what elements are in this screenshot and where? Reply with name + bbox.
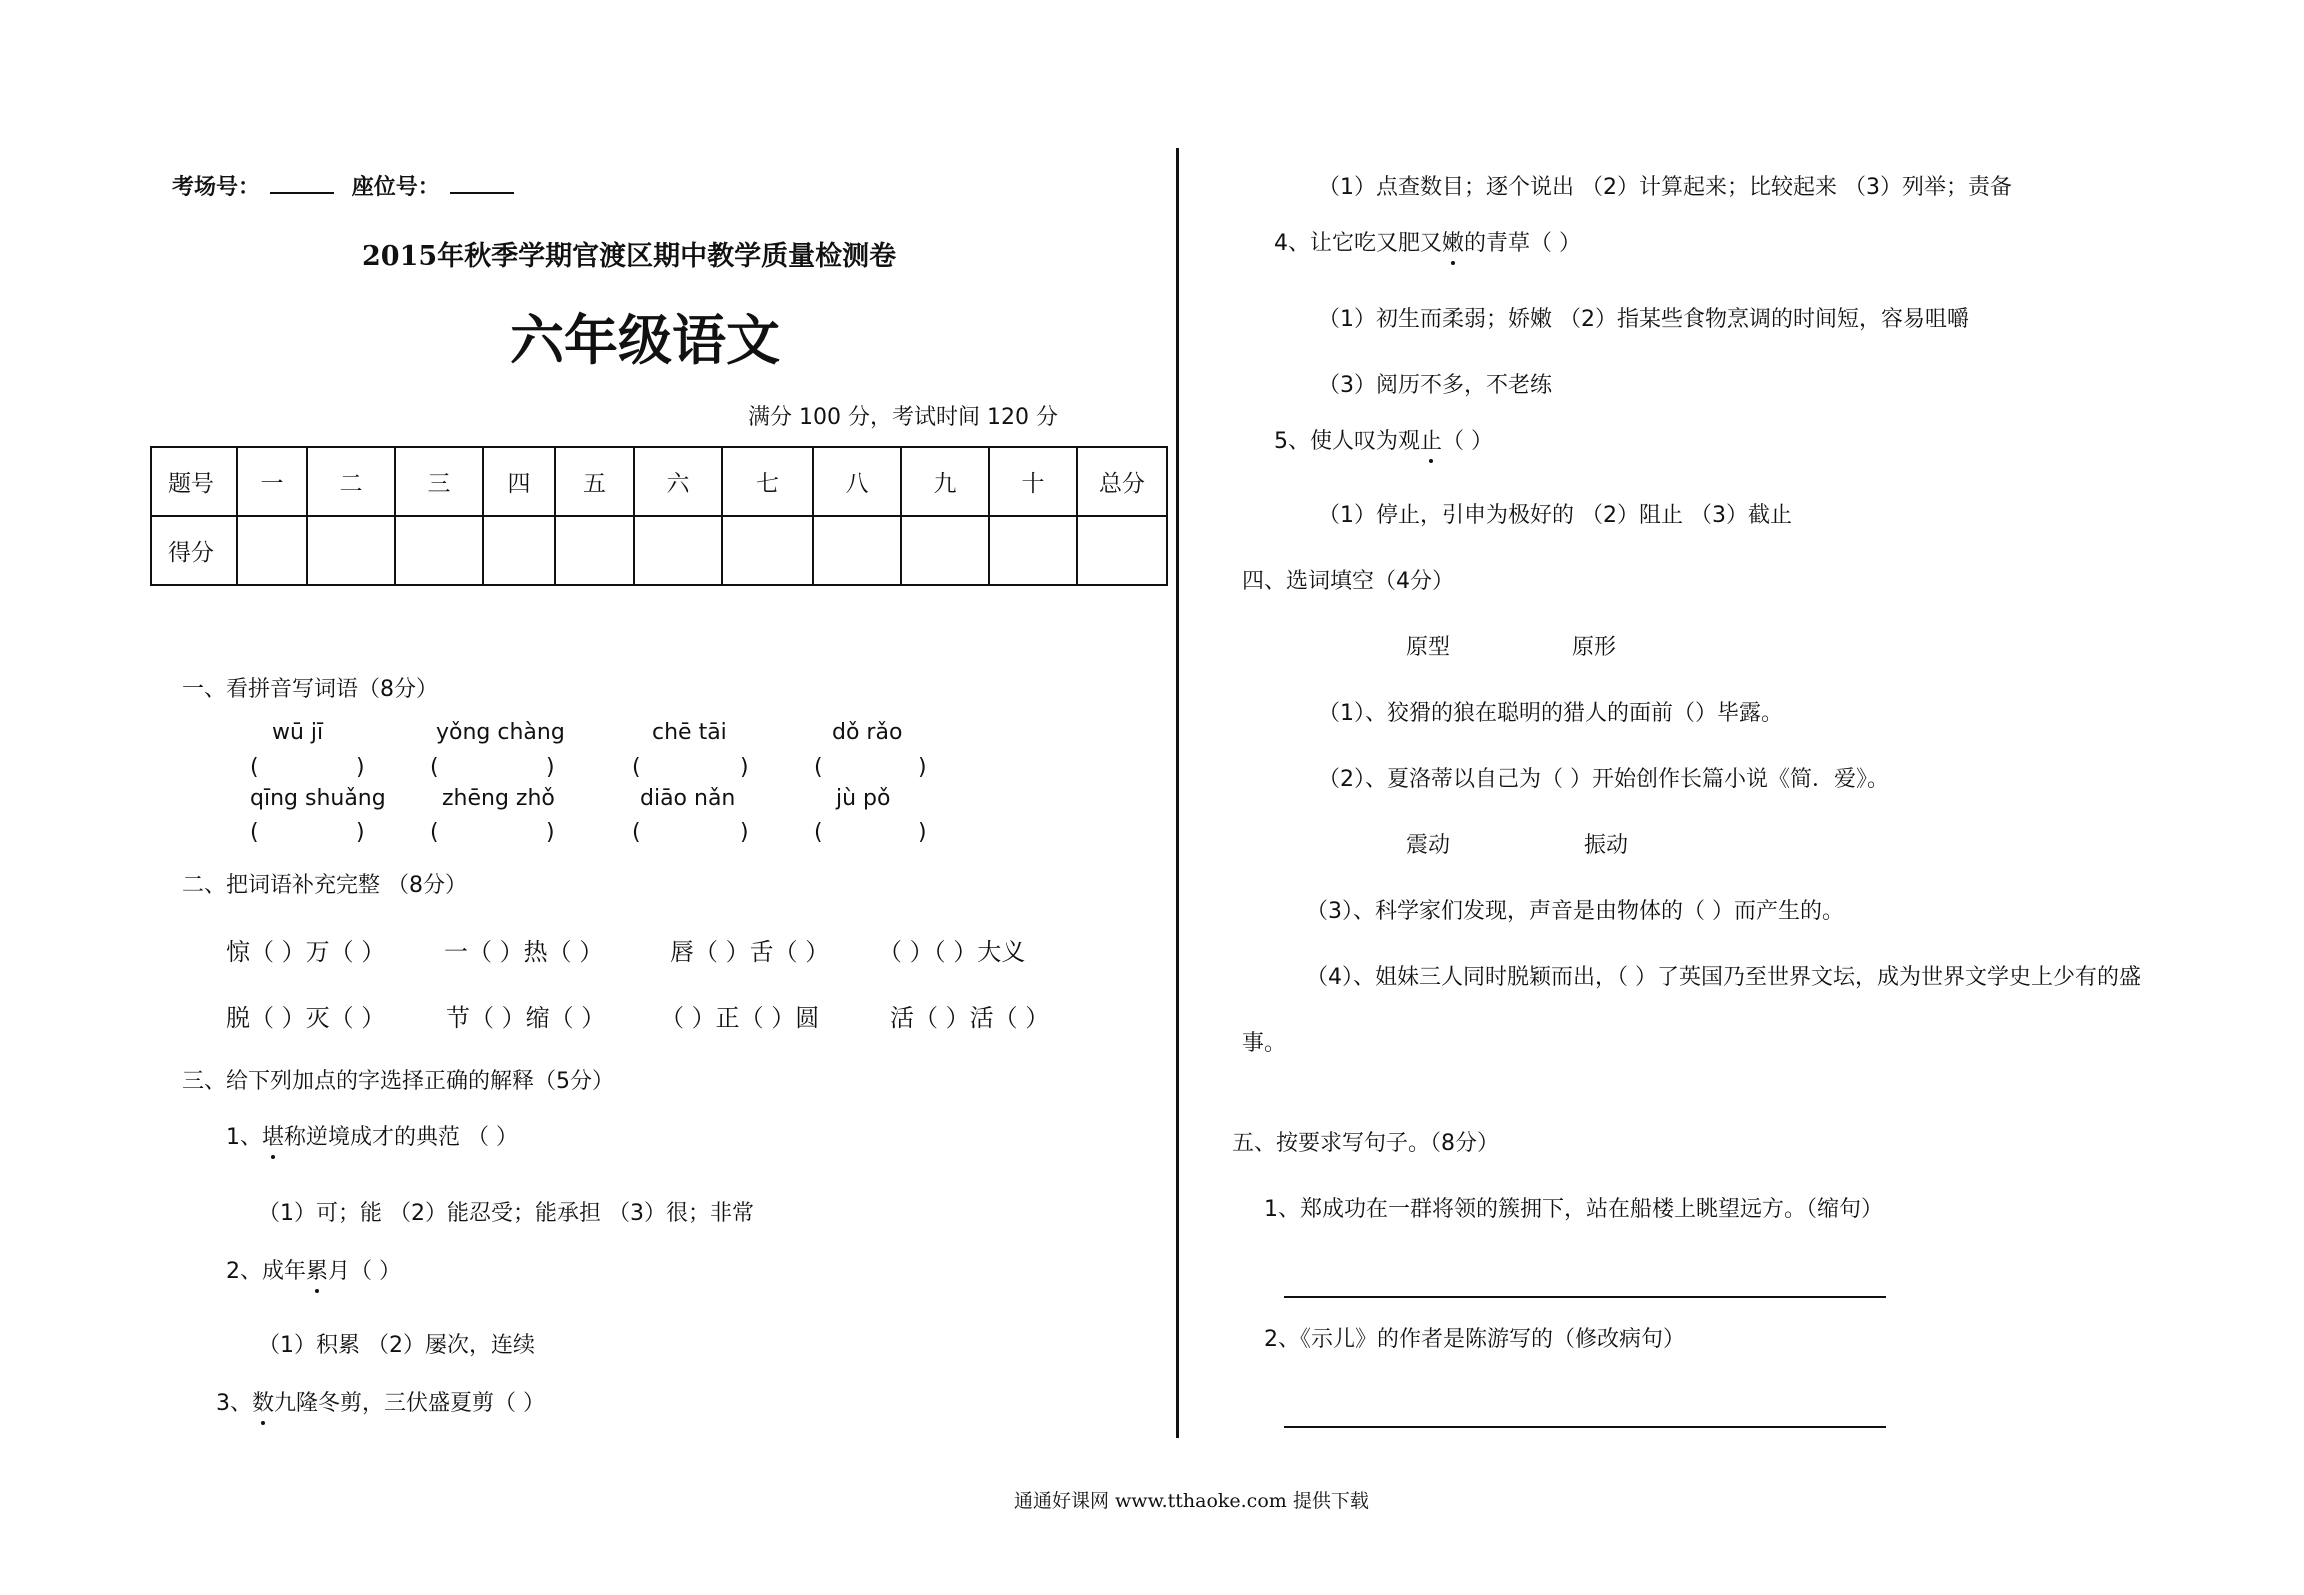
column-divider: [1176, 148, 1179, 1438]
answer-paren-open: (: [814, 820, 823, 845]
section3-heading: 三、给下列加点的字选择正确的解释（5分）: [182, 1069, 614, 1094]
seat-label: 座位号：: [351, 175, 440, 200]
dotted-char: 堪: [262, 1120, 284, 1151]
score-table-header: 三: [395, 447, 483, 516]
pinyin-item: yǒng chàng: [436, 720, 565, 745]
answer-paren-close: ): [740, 820, 749, 845]
score-table-score-row: [151, 516, 1167, 585]
section5-heading: 五、按要求写句子。（8分）: [1232, 1131, 1499, 1156]
question-text: （ ）: [1442, 429, 1494, 454]
answer-paren-close: ): [918, 820, 927, 845]
answer-paren-close: ): [356, 755, 365, 780]
score-cell[interactable]: [395, 516, 483, 585]
answer-paren-open: (: [250, 755, 259, 780]
dotted-char: 累: [306, 1254, 328, 1285]
fill-sentence: （1）、狡猾的狼在聪明的猎人的面前（）毕露。: [1318, 701, 1783, 726]
answer-paren-open: (: [632, 755, 641, 780]
dotted-char: 止: [1420, 424, 1442, 455]
question-3-3-options: （1）点查数目；逐个说出 （2）计算起来；比较起来 （3）列举；责备: [1318, 175, 2012, 200]
score-table-header: 七: [722, 447, 813, 516]
score-cell[interactable]: [555, 516, 634, 585]
score-table-header: 总分: [1077, 447, 1167, 516]
score-cell[interactable]: [634, 516, 722, 585]
question-3-2: [226, 1254, 401, 1285]
fill-sentence: （4）、姐妹三人同时脱颖而出，（ ）了英国乃至世界文坛，成为世界文学史上少有的盛: [1306, 965, 2141, 990]
pinyin-item: zhēng zhǒ: [442, 786, 555, 811]
answer-paren-close: ): [356, 820, 365, 845]
question-3-3: [216, 1386, 545, 1417]
answer-paren-open: (: [814, 755, 823, 780]
score-table-header: 一: [237, 447, 307, 516]
exam-subtitle: 2015年秋季学期官渡区期中教学质量检测卷: [362, 241, 897, 272]
score-table-header: 九: [901, 447, 989, 516]
answer-paren-open: (: [250, 820, 259, 845]
score-row-label: 得分: [151, 516, 237, 585]
pinyin-item: dǒ rǎo: [832, 720, 903, 745]
word-choice: 原型: [1406, 635, 1451, 660]
question-text: 月（ ）: [328, 1259, 402, 1284]
pinyin-item: jù pǒ: [836, 786, 891, 811]
question-text: 的青草（ ）: [1464, 231, 1582, 256]
sentence-task: 2、《示儿》的作者是陈游写的（修改病句）: [1264, 1327, 1685, 1352]
word-choice: 震动: [1406, 833, 1451, 858]
seat-blank: [450, 191, 514, 194]
pinyin-item: chē tāi: [652, 720, 727, 745]
answer-paren-close: ): [740, 755, 749, 780]
pinyin-item: qīng shuǎng: [250, 786, 386, 811]
question-3-4-options: （3）阅历不多，不老练: [1318, 373, 1552, 398]
page-title: 六年级语文: [510, 309, 780, 372]
dotted-char: 数: [252, 1386, 274, 1417]
pinyin-item: wū jī: [272, 720, 324, 745]
answer-paren-close: ): [918, 755, 927, 780]
answer-line[interactable]: [1284, 1426, 1886, 1428]
score-cell[interactable]: [237, 516, 307, 585]
question-3-5-options: （1）停止，引申为极好的 （2）阻止 （3）截止: [1318, 503, 1792, 528]
exam-room-label: 考场号：: [172, 175, 261, 200]
idiom-item: 节（ ）缩（ ）: [446, 1004, 606, 1032]
question-3-2-options: （1）积累 （2）屡次，连续: [258, 1333, 535, 1358]
question-text: 九隆冬剪，三伏盛夏剪（ ）: [274, 1391, 546, 1416]
fill-sentence: （3）、科学家们发现，声音是由物体的（ ）而产生的。: [1306, 899, 1844, 924]
score-table: [150, 446, 1168, 586]
question-text: 2、成年: [226, 1259, 306, 1284]
fill-sentence-continued: 事。: [1242, 1031, 1287, 1056]
section2-heading: 二、把词语补充完整 （8分）: [182, 873, 467, 898]
score-cell[interactable]: [989, 516, 1077, 585]
answer-paren-open: (: [430, 820, 439, 845]
question-text: 称逆境成才的典范 （ ）: [284, 1125, 519, 1150]
idiom-item: （ ）正（ ）圆: [660, 1004, 820, 1032]
score-table-header: 六: [634, 447, 722, 516]
word-choice: 振动: [1584, 833, 1629, 858]
word-choice: 原形: [1572, 635, 1617, 660]
score-cell[interactable]: [813, 516, 901, 585]
score-cell[interactable]: [307, 516, 395, 585]
idiom-item: 活（ ）活（ ）: [890, 1004, 1050, 1032]
idiom-item: 一（ ）热（ ）: [444, 938, 604, 966]
question-3-5: [1274, 424, 1493, 455]
exam-info-line: [172, 170, 524, 201]
question-text: 3、: [216, 1391, 252, 1416]
score-cell[interactable]: [901, 516, 989, 585]
sentence-task: 1、郑成功在一群将领的簇拥下，站在船楼上眺望远方。（缩句）: [1264, 1197, 1883, 1222]
question-3-4-options: （1）初生而柔弱；娇嫩 （2）指某些食物烹调的时间短，容易咀嚼: [1318, 307, 1969, 332]
answer-line[interactable]: [1284, 1296, 1886, 1298]
answer-paren-open: (: [632, 820, 641, 845]
score-cell[interactable]: [722, 516, 813, 585]
question-text: 5、使人叹为观: [1274, 429, 1420, 454]
section4-heading: 四、选词填空（4分）: [1242, 569, 1454, 594]
score-table-header: 题号: [151, 447, 237, 516]
answer-paren-open: (: [430, 755, 439, 780]
exam-room-blank: [270, 191, 334, 194]
question-3-4: [1274, 226, 1581, 257]
score-table-header: 二: [307, 447, 395, 516]
idiom-item: 惊（ ）万（ ）: [226, 938, 386, 966]
idiom-item: 脱（ ）灭（ ）: [226, 1004, 386, 1032]
footer-credit: 通通好课网 www.tthaoke.com 提供下载: [1014, 1490, 1369, 1512]
pinyin-item: diāo nǎn: [640, 786, 736, 811]
score-table-header: 十: [989, 447, 1077, 516]
score-table-header: 五: [555, 447, 634, 516]
score-cell[interactable]: [483, 516, 555, 585]
idiom-item: （ ）（ ）大义: [878, 938, 1026, 966]
score-table-header: 四: [483, 447, 555, 516]
dotted-char: 嫩: [1442, 226, 1464, 257]
section1-heading: 一、看拼音写词语（8分）: [182, 677, 438, 702]
score-info: 满分 100 分，考试时间 120 分: [748, 405, 1058, 430]
question-3-1-options: （1）可；能 （2）能忍受；能承担 （3）很；非常: [258, 1201, 754, 1226]
idiom-item: 唇（ ）舌（ ）: [670, 938, 830, 966]
score-table-header-row: [151, 447, 1167, 516]
question-text: 4、让它吃又肥又: [1274, 231, 1442, 256]
score-cell[interactable]: [1077, 516, 1167, 585]
answer-paren-close: ): [546, 820, 555, 845]
answer-paren-close: ): [546, 755, 555, 780]
question-3-1: [226, 1120, 518, 1151]
score-table-header: 八: [813, 447, 901, 516]
question-text: 1、: [226, 1125, 262, 1150]
fill-sentence: （2）、夏洛蒂以自己为（ ）开始创作长篇小说《简．爱》。: [1318, 767, 1889, 792]
